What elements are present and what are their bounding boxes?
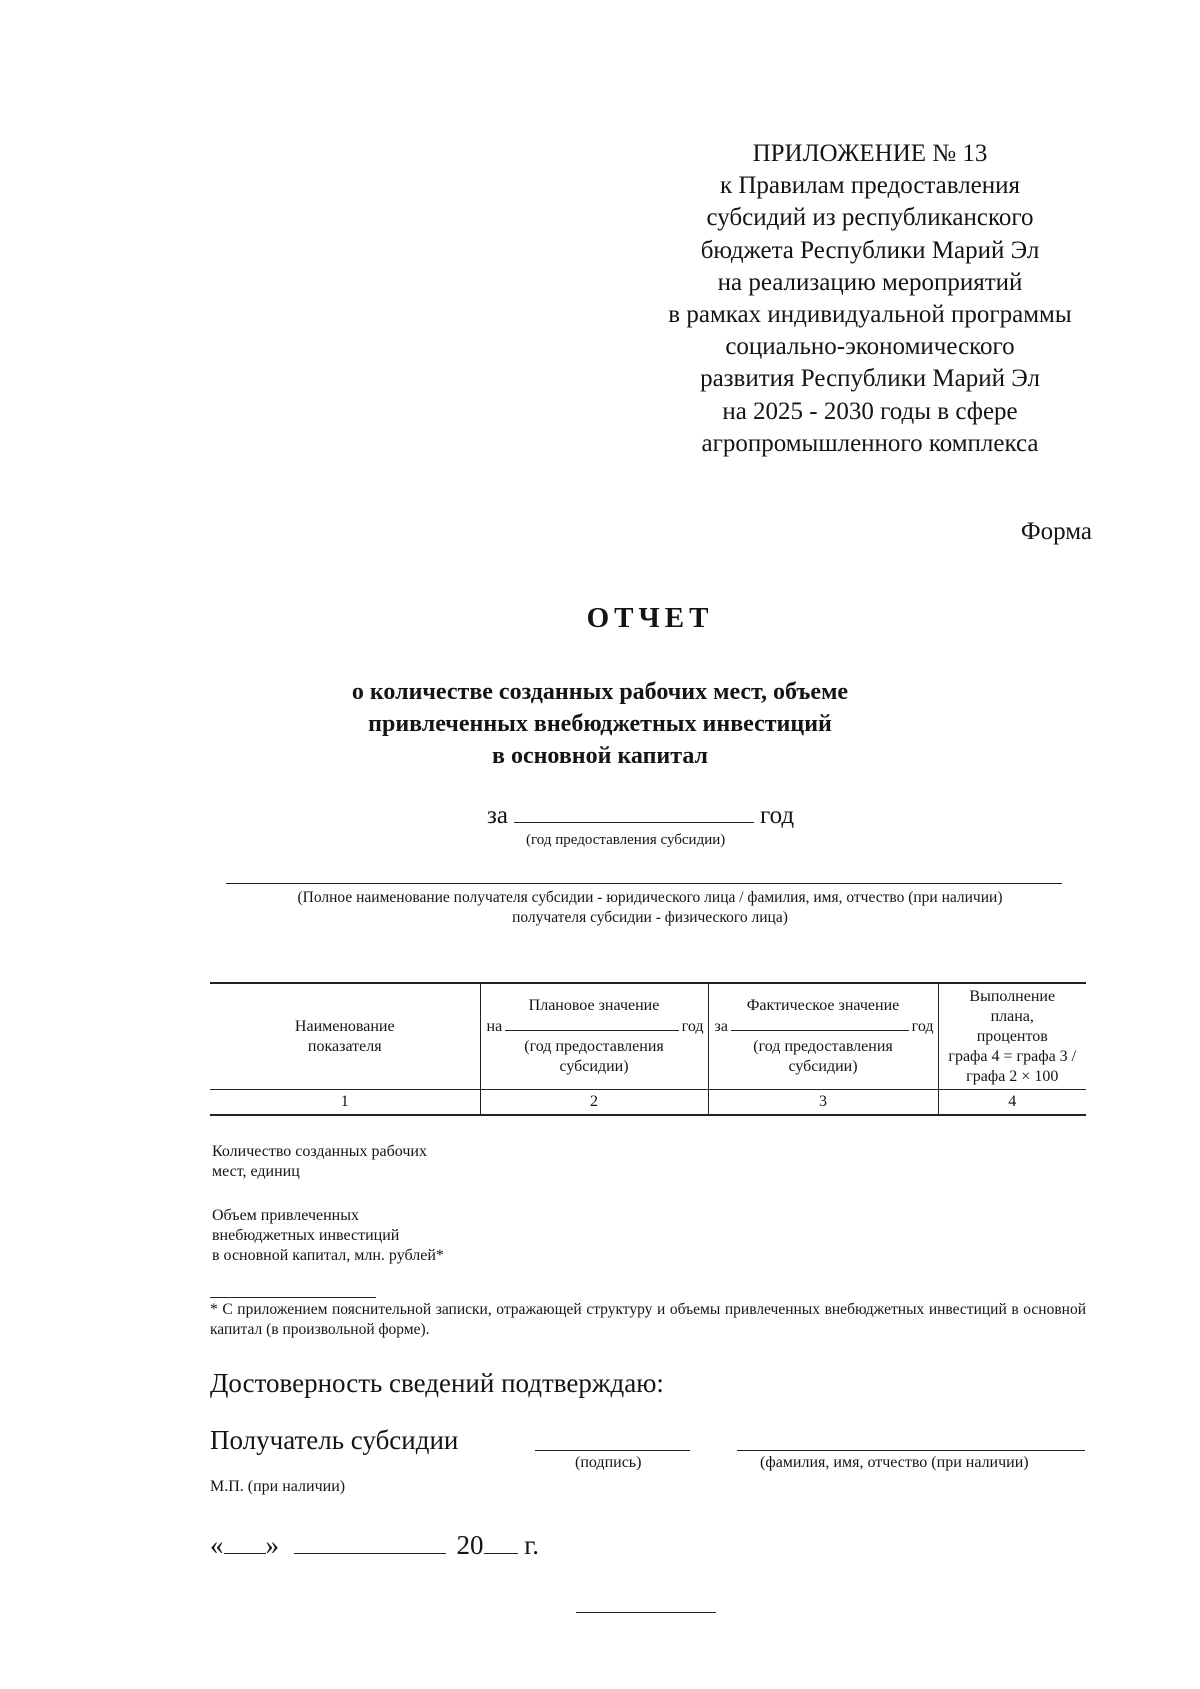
column-number-row bbox=[210, 1090, 1086, 1116]
report-year-line bbox=[487, 800, 794, 830]
recipient-name-caption bbox=[200, 888, 1100, 928]
recipient-name-field[interactable] bbox=[226, 883, 1062, 884]
caption-line: получателя субсидии - физического лица) bbox=[512, 909, 788, 926]
date-line: « » 20 г. bbox=[210, 1530, 540, 1560]
actual-year-blank[interactable] bbox=[731, 1016, 909, 1031]
report-subtitle bbox=[300, 676, 900, 772]
recipient-label: Получатель субсидии bbox=[210, 1425, 459, 1455]
appendix-line: в рамках индивидуальной программы bbox=[668, 301, 1072, 329]
year-blank[interactable] bbox=[484, 1531, 518, 1554]
appendix-line: субсидий из республиканского bbox=[706, 204, 1034, 232]
appendix-line: ПРИЛОЖЕНИЕ № 13 bbox=[752, 140, 988, 167]
seal-label: М.П. (при наличии) bbox=[210, 1478, 346, 1495]
header-plan-value: Плановое значение на год (год предоставления субсидии) bbox=[480, 983, 708, 1090]
end-divider bbox=[576, 1612, 716, 1613]
indicator-investments: Объем привлеченных внебюджетных инвестиций в основной капитал, млн. рублей* bbox=[212, 1207, 444, 1264]
appendix-line: социально-экономического bbox=[725, 333, 1015, 361]
subtitle-line: о количестве созданных рабочих мест, объеме bbox=[351, 679, 849, 705]
column-number: 2 bbox=[480, 1090, 708, 1116]
column-number: 4 bbox=[938, 1090, 1086, 1116]
signature-caption: (подпись) bbox=[575, 1454, 642, 1471]
indicators-table bbox=[210, 982, 1086, 1116]
caption-line: (Полное наименование получателя субсидии - юридического лица / фамилия, имя, отчество (при наличии) bbox=[297, 889, 1003, 906]
appendix-line: к Правилам предоставления bbox=[719, 172, 1021, 200]
report-title: ОТЧЕТ bbox=[586, 602, 714, 634]
fio-field[interactable] bbox=[737, 1450, 1085, 1451]
plan-year-blank[interactable] bbox=[505, 1016, 678, 1031]
table-header-row bbox=[210, 983, 1086, 1090]
column-number: 1 bbox=[210, 1090, 480, 1116]
subtitle-line: в основной капитал bbox=[491, 743, 709, 769]
footnote: * С приложением пояснительной записки, отражающей структуру и объемы привлеченных внебюджетных инвестиций в основной капитал (в произвольной форме). bbox=[210, 1301, 1086, 1338]
year-blank-field[interactable] bbox=[514, 800, 754, 823]
appendix-line: бюджета Республики Марий Эл bbox=[700, 236, 1040, 264]
plan-year-line: на год bbox=[486, 1018, 704, 1035]
appendix-line: на 2025 - 2030 годы в сфере bbox=[722, 397, 1018, 425]
subtitle-line: привлеченных внебюджетных инвестиций bbox=[368, 711, 832, 737]
appendix-line: на реализацию мероприятий bbox=[717, 268, 1023, 296]
day-blank[interactable] bbox=[224, 1531, 266, 1554]
confirmation-text: Достоверность сведений подтверждаю: bbox=[210, 1368, 664, 1398]
god-label: год bbox=[759, 802, 795, 829]
year-caption: (год предоставления субсидии) bbox=[526, 832, 726, 848]
header-indicator-name: Наименование показателя bbox=[210, 983, 480, 1090]
month-blank[interactable] bbox=[294, 1531, 446, 1554]
za-label: за bbox=[487, 802, 508, 829]
header-actual-value: Фактическое значение за год (год предоставления субсидии) bbox=[708, 983, 938, 1090]
appendix-header bbox=[600, 138, 1140, 460]
footnote-divider bbox=[210, 1297, 376, 1298]
actual-year-line: за год bbox=[714, 1018, 934, 1035]
appendix-line: агропромышленного комплекса bbox=[701, 429, 1039, 457]
indicator-jobs: Количество созданных рабочих мест, единиц bbox=[212, 1143, 427, 1180]
signature-field[interactable] bbox=[535, 1450, 690, 1451]
header-completion: Выполнение плана, процентов графа 4 = графа 3 / графа 2 × 100 bbox=[938, 983, 1086, 1090]
form-label: Форма bbox=[1020, 518, 1092, 545]
column-number: 3 bbox=[708, 1090, 938, 1116]
appendix-line: развития Республики Марий Эл bbox=[700, 365, 1040, 393]
fio-caption: (фамилия, имя, отчество (при наличии) bbox=[760, 1454, 1029, 1471]
